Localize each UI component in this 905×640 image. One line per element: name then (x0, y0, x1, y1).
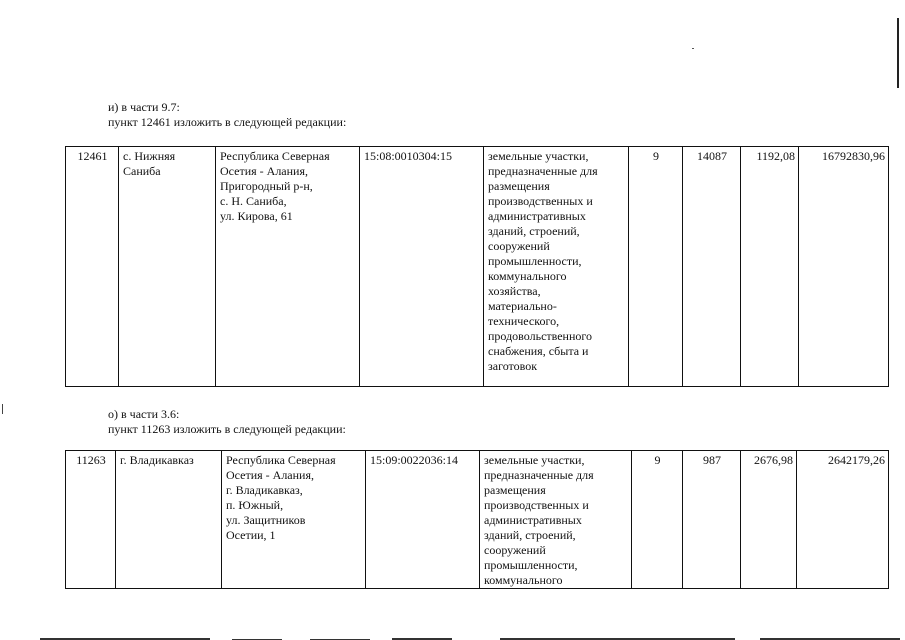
cell-cadastral-cost: 2642179,26 (797, 451, 889, 589)
section-title: о) в части 3.6: (108, 407, 180, 421)
section-subtitle: пункт 11263 изложить в следующей редакции: (108, 422, 346, 436)
record-table-11263 (65, 450, 889, 589)
record-table-12461 (65, 146, 889, 387)
cell-area: 14087 (683, 147, 741, 387)
cell-group: 9 (632, 451, 683, 589)
cell-land-purpose: земельные участки, предназначенные для размещения производственных и административных зданий, строений, сооружений промышленности, коммунального хозяйства, материально- технического, продовольственного снабжения, сбыта и заготовок (484, 147, 629, 387)
cell-cadastral-cost: 16792830,96 (799, 147, 889, 387)
section-heading-1 (108, 100, 346, 130)
cell-locality: г. Владикавказ (116, 451, 222, 589)
cell-area: 987 (683, 451, 741, 589)
section-title: и) в части 9.7: (108, 100, 180, 114)
scan-margin-mark (2, 404, 3, 414)
cell-cadastral-number: 15:09:0022036:14 (366, 451, 480, 589)
table-row (66, 147, 889, 387)
cell-locality: с. Нижняя Саниба (119, 147, 216, 387)
cell-address: Республика Северная Осетия - Алания, г. Владикавказ, п. Южный, ул. Защитников Осетии, 1 (222, 451, 366, 589)
scan-edge-line (897, 18, 899, 88)
cell-cadastral-number: 15:08:0010304:15 (360, 147, 484, 387)
cell-address: Республика Северная Осетия - Алания, Пригородный р-н, с. Н. Саниба, ул. Кирова, 61 (216, 147, 360, 387)
cell-group: 9 (629, 147, 683, 387)
cell-number: 11263 (66, 451, 116, 589)
cell-unit-price: 1192,08 (741, 147, 799, 387)
scan-speck (692, 48, 694, 49)
table-row (66, 451, 889, 589)
cell-land-purpose: земельные участки, предназначенные для размещения производственных и административных зданий, строений, сооружений промышленности, коммунального (480, 451, 632, 589)
cell-unit-price: 2676,98 (741, 451, 797, 589)
section-subtitle: пункт 12461 изложить в следующей редакции: (108, 115, 347, 129)
section-heading-2 (108, 407, 346, 437)
cell-number: 12461 (66, 147, 119, 387)
